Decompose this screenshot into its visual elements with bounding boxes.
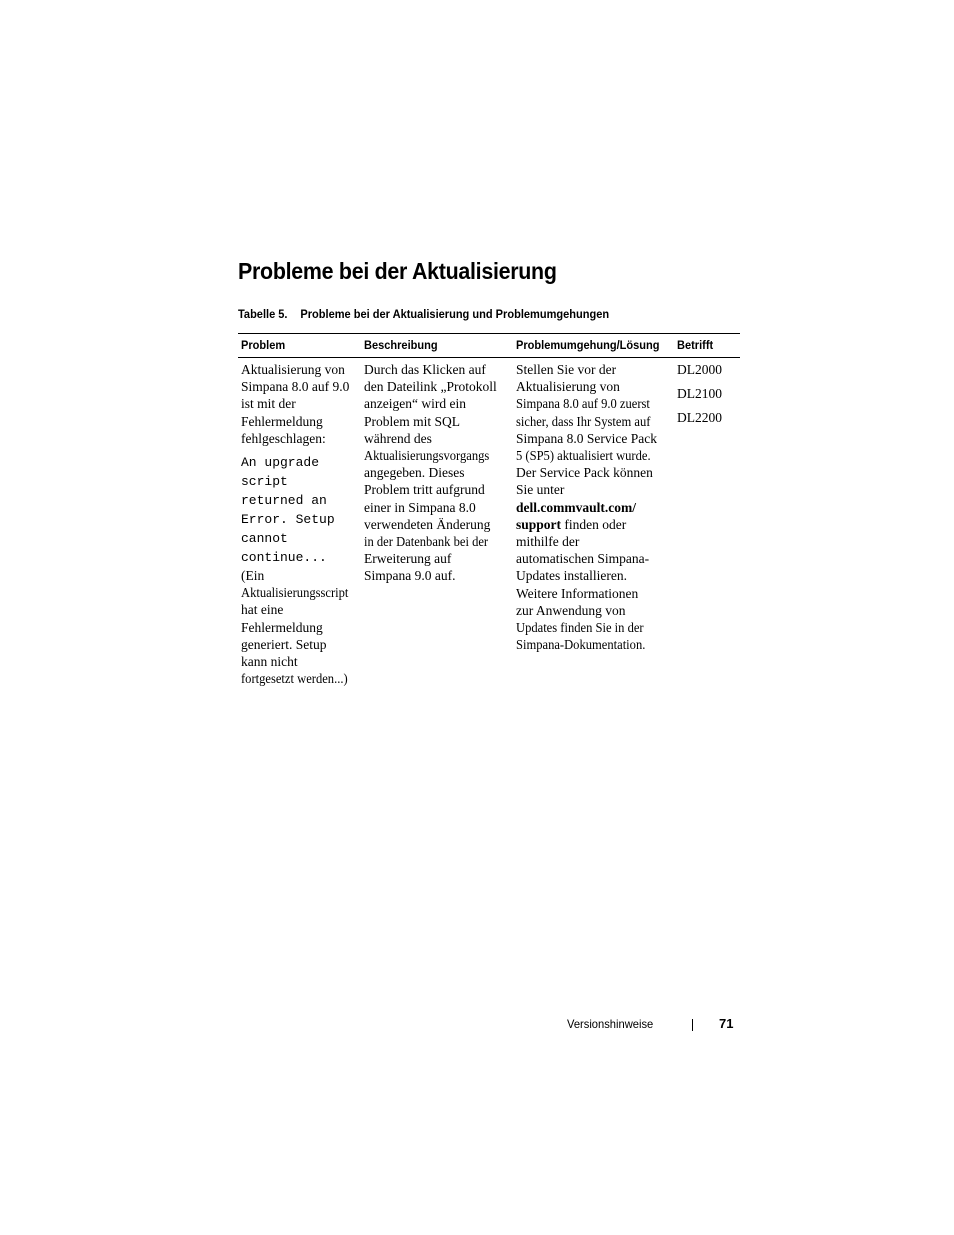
- translation-line: [241, 670, 361, 687]
- solution-line-text: Updates finden Sie in der: [516, 620, 644, 636]
- affected-model: DL2200: [677, 409, 722, 425]
- description-line: [364, 447, 512, 464]
- translation-line-text: fortgesetzt werden...): [241, 671, 348, 687]
- solution-line: [516, 395, 674, 412]
- table-cell-solution: [516, 361, 674, 653]
- error-code-line: script: [241, 474, 288, 490]
- solution-line-text: sicher, dass Ihr System auf: [516, 413, 651, 429]
- column-header-solution: Problemumgehung/Lösung: [516, 338, 660, 352]
- solution-line: [516, 413, 674, 430]
- translation-line-text: Aktualisierungsscript: [241, 585, 349, 601]
- description-line: angegeben. Dieses: [364, 465, 465, 481]
- error-code-line: An upgrade: [241, 455, 320, 471]
- page-number: 71: [719, 1016, 734, 1031]
- solution-line: zur Anwendung von: [516, 602, 626, 618]
- solution-line: mithilfe der: [516, 534, 580, 550]
- solution-line: Updates installieren.: [516, 568, 627, 584]
- description-line: verwendeten Änderung: [364, 516, 491, 532]
- problem-text-line: fehlgeschlagen:: [241, 430, 326, 446]
- page-heading: Probleme bei der Aktualisierung: [238, 258, 557, 284]
- solution-line: Aktualisierung von: [516, 379, 620, 395]
- error-code-line: continue...: [241, 550, 327, 566]
- problem-text-line: Fehlermeldung: [241, 413, 323, 429]
- column-header-description: Beschreibung: [364, 338, 438, 352]
- problem-text-line: Simpana 8.0 auf 9.0: [241, 379, 350, 395]
- solution-line: [516, 619, 674, 636]
- table-caption-label: Tabelle 5.: [238, 307, 288, 321]
- error-code-line: cannot: [241, 531, 288, 547]
- solution-line: Weitere Informationen: [516, 585, 639, 601]
- description-line: den Dateilink „Protokoll: [364, 379, 497, 395]
- affected-model: DL2100: [677, 385, 722, 401]
- column-header-problem: Problem: [241, 338, 286, 352]
- solution-line-text: Simpana-Dokumentation.: [516, 637, 646, 653]
- translation-line: [241, 584, 361, 601]
- table-caption: [238, 306, 609, 322]
- affected-model: DL2000: [677, 362, 722, 377]
- problem-text-line: Aktualisierung von: [241, 362, 345, 377]
- description-line: Durch das Klicken auf: [364, 362, 486, 377]
- table-top-rule: [238, 333, 740, 334]
- description-line: [364, 533, 512, 550]
- solution-line: Der Service Pack können: [516, 465, 653, 481]
- error-code-line: Error. Setup: [241, 512, 335, 528]
- translation-line: hat eine: [241, 602, 284, 618]
- description-line: Erweiterung auf: [364, 551, 452, 567]
- solution-line: Simpana 8.0 Service Pack: [516, 430, 657, 446]
- solution-line: [516, 447, 674, 464]
- solution-line: [516, 636, 674, 653]
- description-line: anzeigen“ wird ein: [364, 396, 466, 412]
- translation-line: (Ein: [241, 568, 265, 584]
- translation-line: generiert. Setup: [241, 636, 327, 652]
- translation-line: kann nicht: [241, 654, 298, 670]
- description-line-text: in der Datenbank bei der: [364, 534, 489, 550]
- solution-line-text: 5 (SP5) aktualisiert wurde.: [516, 448, 651, 464]
- table-header-rule: [238, 357, 740, 358]
- column-header-affects: Betrifft: [677, 338, 714, 352]
- table-caption-title: Probleme bei der Aktualisierung und Problemumgehungen: [300, 307, 610, 321]
- solution-line: Sie unter: [516, 482, 565, 498]
- table-cell-problem: [241, 361, 361, 687]
- description-line: Problem tritt aufgrund: [364, 482, 485, 498]
- error-code-line: returned an: [241, 493, 327, 509]
- table-cell-description: [364, 361, 512, 585]
- footer-divider: [692, 1019, 693, 1031]
- translation-line: Fehlermeldung: [241, 619, 323, 635]
- solution-line: automatischen Simpana-: [516, 551, 650, 567]
- solution-line-text: finden oder: [561, 516, 627, 532]
- solution-line: [516, 516, 674, 533]
- description-line: einer in Simpana 8.0: [364, 499, 476, 515]
- description-line-text: Aktualisierungsvorgangs: [364, 448, 490, 464]
- description-line: Simpana 9.0 auf.: [364, 568, 456, 584]
- table-cell-affects: [677, 361, 739, 432]
- solution-line-text: Simpana 8.0 auf 9.0 zuerst: [516, 396, 650, 412]
- problem-text-line: ist mit der: [241, 396, 296, 412]
- footer-section-title: Versionshinweise: [567, 1017, 654, 1031]
- description-line: während des: [364, 430, 432, 446]
- solution-line: Stellen Sie vor der: [516, 362, 617, 377]
- support-url-link-end[interactable]: support: [516, 516, 562, 532]
- support-url-link[interactable]: dell.commvault.com/: [516, 499, 636, 515]
- description-line: Problem mit SQL: [364, 413, 461, 429]
